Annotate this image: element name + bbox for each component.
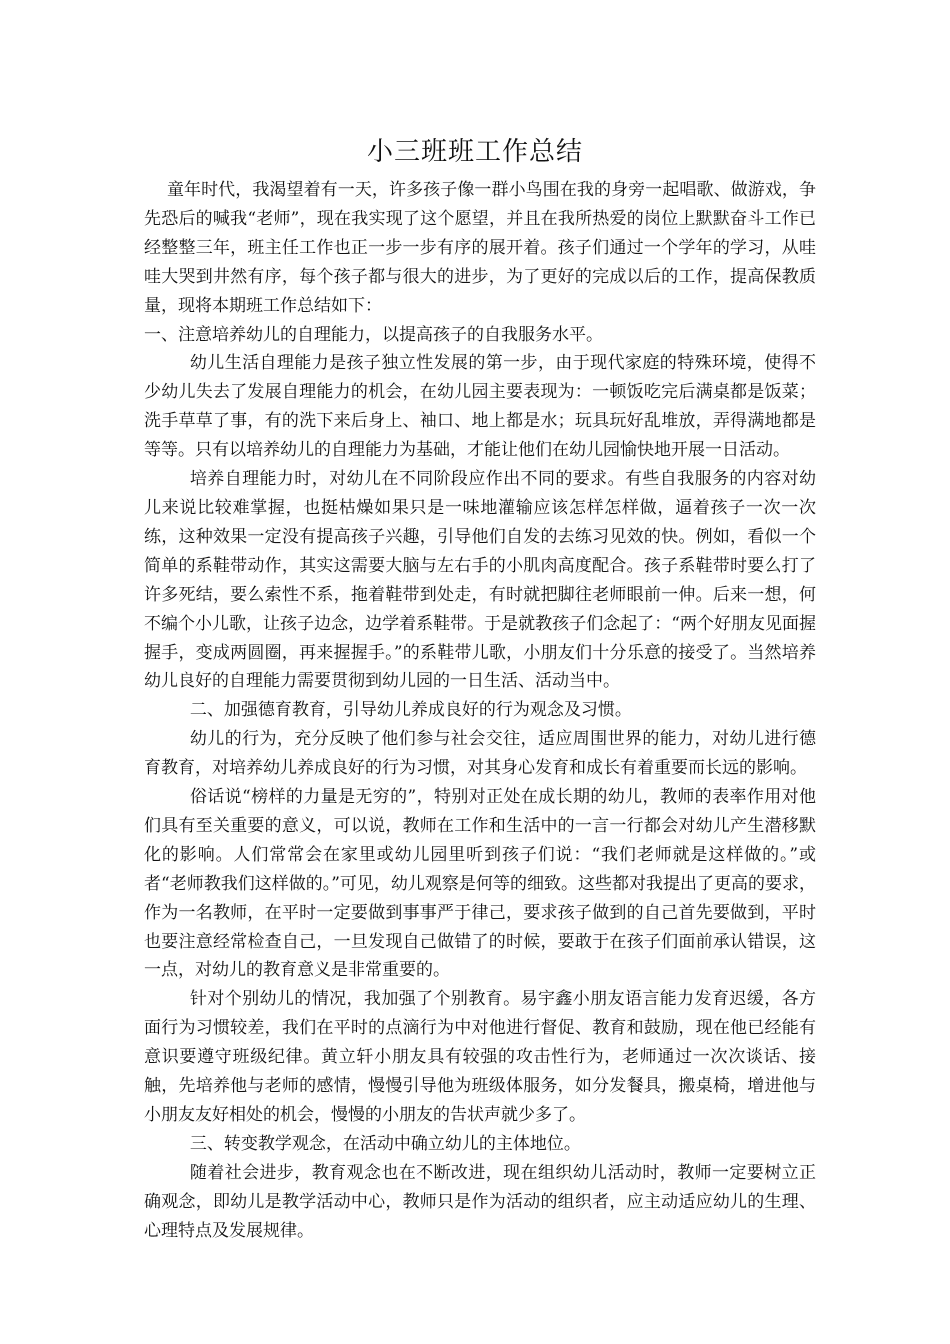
paragraph: 幼儿的行为，充分反映了他们参与社会交往，适应周围世界的能力，对幼儿进行德育教育，对培养幼儿养成良好的行为习惯，对其身心发育和成长有着重要而长远的影响。 <box>144 729 816 779</box>
paragraph-intro: 童年时代，我渴望着有一天，许多孩子像一群小鸟围在我的身旁一起唱歌、做游戏，争先恐后的喊我“老师”，现在我实现了这个愿望，并且在我所热爱的岗位上默默奋斗工作已经整整三年，班主任工作也正一步一步有序的展开着。孩子们通过一个学年的学习，从哇哇大哭到井然有序，每个孩子都与很大的进步，为了更好的完成以后的工作，提高保教质量，现将本期班工作总结如下： <box>144 180 816 316</box>
paragraph: 培养自理能力时，对幼儿在不同阶段应作出不同的要求。有些自我服务的内容对幼儿来说比较难掌握，也挺枯燥如果只是一味地灌输应该怎样怎样做，逼着孩子一次一次练，这种效果一定没有提高孩子兴趣，引导他们自发的去练习见效的快。例如，看似一个简单的系鞋带动作，其实这需要大脑与左右手的小肌肉高度配合。孩子系鞋带时要么打了许多死结，要么索性不系，拖着鞋带到处走，有时就把脚往老师眼前一伸。后来一想，何不编个小儿歌，让孩子边念，边学着系鞋带。于是就教孩子们念起了：“两个好朋友见面握握手，变成两圆圈，再来握握手。”的系鞋带儿歌，小朋友们十分乐意的接受了。当然培养幼儿良好的自理能力需要贯彻到幼儿园的一日生活、活动当中。 <box>144 469 816 692</box>
paragraph: 俗话说“榜样的力量是无穷的”，特别对正处在成长期的幼儿，教师的表率作用对他们具有至关重要的意义，可以说，教师在工作和生活中的一言一行都会对幼儿产生潜移默化的影响。人们常常会在家里或幼儿园里听到孩子们说：“我们老师就是这样做的。”或者“老师教我们这样做的。”可见，幼儿观察是何等的细致。这些都对我提出了更高的要求，作为一名教师，在平时一定要做到事事严于律己，要求孩子做到的自己首先要做到，平时也要注意经常检查自己，一旦发现自己做错了的时候，要敢于在孩子们面前承认错误，这一点，对幼儿的教育意义是非常重要的。 <box>144 787 816 981</box>
paragraph: 幼儿生活自理能力是孩子独立性发展的第一步，由于现代家庭的特殊环境，使得不少幼儿失去了发展自理能力的机会，在幼儿园主要表现为：一顿饭吃完后满桌都是饭菜；洗手草草了事，有的洗下来后身上、袖口、地上都是水；玩具玩好乱堆放，弄得满地都是等等。只有以培养幼儿的自理能力为基础，才能让他们在幼儿园愉快地开展一日活动。 <box>144 353 816 461</box>
document-body <box>144 176 816 1246</box>
section-heading-3: 三、转变教学观念，在活动中确立幼儿的主体地位。 <box>189 1133 581 1154</box>
document-title: 小三班班工作总结 <box>366 137 583 167</box>
paragraph: 随着社会进步，教育观念也在不断改进，现在组织幼儿活动时，教师一定要树立正确观念，即幼儿是教学活动中心，教师只是作为活动的组织者，应主动适应幼儿的生理、心理特点及发展规律。 <box>144 1162 816 1241</box>
section-heading-2: 二、加强德育教育，引导幼儿养成良好的行为观念及习惯。 <box>189 700 632 721</box>
section-heading-1: 一、注意培养幼儿的自理能力，以提高孩子的自我服务水平。 <box>144 324 603 345</box>
paragraph: 针对个别幼儿的情况，我加强了个别教育。易宇鑫小朋友语言能力发育迟缓，各方面行为习惯较差，我们在平时的点滴行为中对他进行督促、教育和鼓励，现在他已经能有意识要遵守班级纪律。黄立轩小朋友具有较强的攻击性行为，老师通过一次次谈话、接触，先培养他与老师的感情，慢慢引导他为班级体服务，如分发餐具，搬桌椅，增进他与小朋友友好相处的机会，慢慢的小朋友的告状声就少多了。 <box>144 989 816 1125</box>
